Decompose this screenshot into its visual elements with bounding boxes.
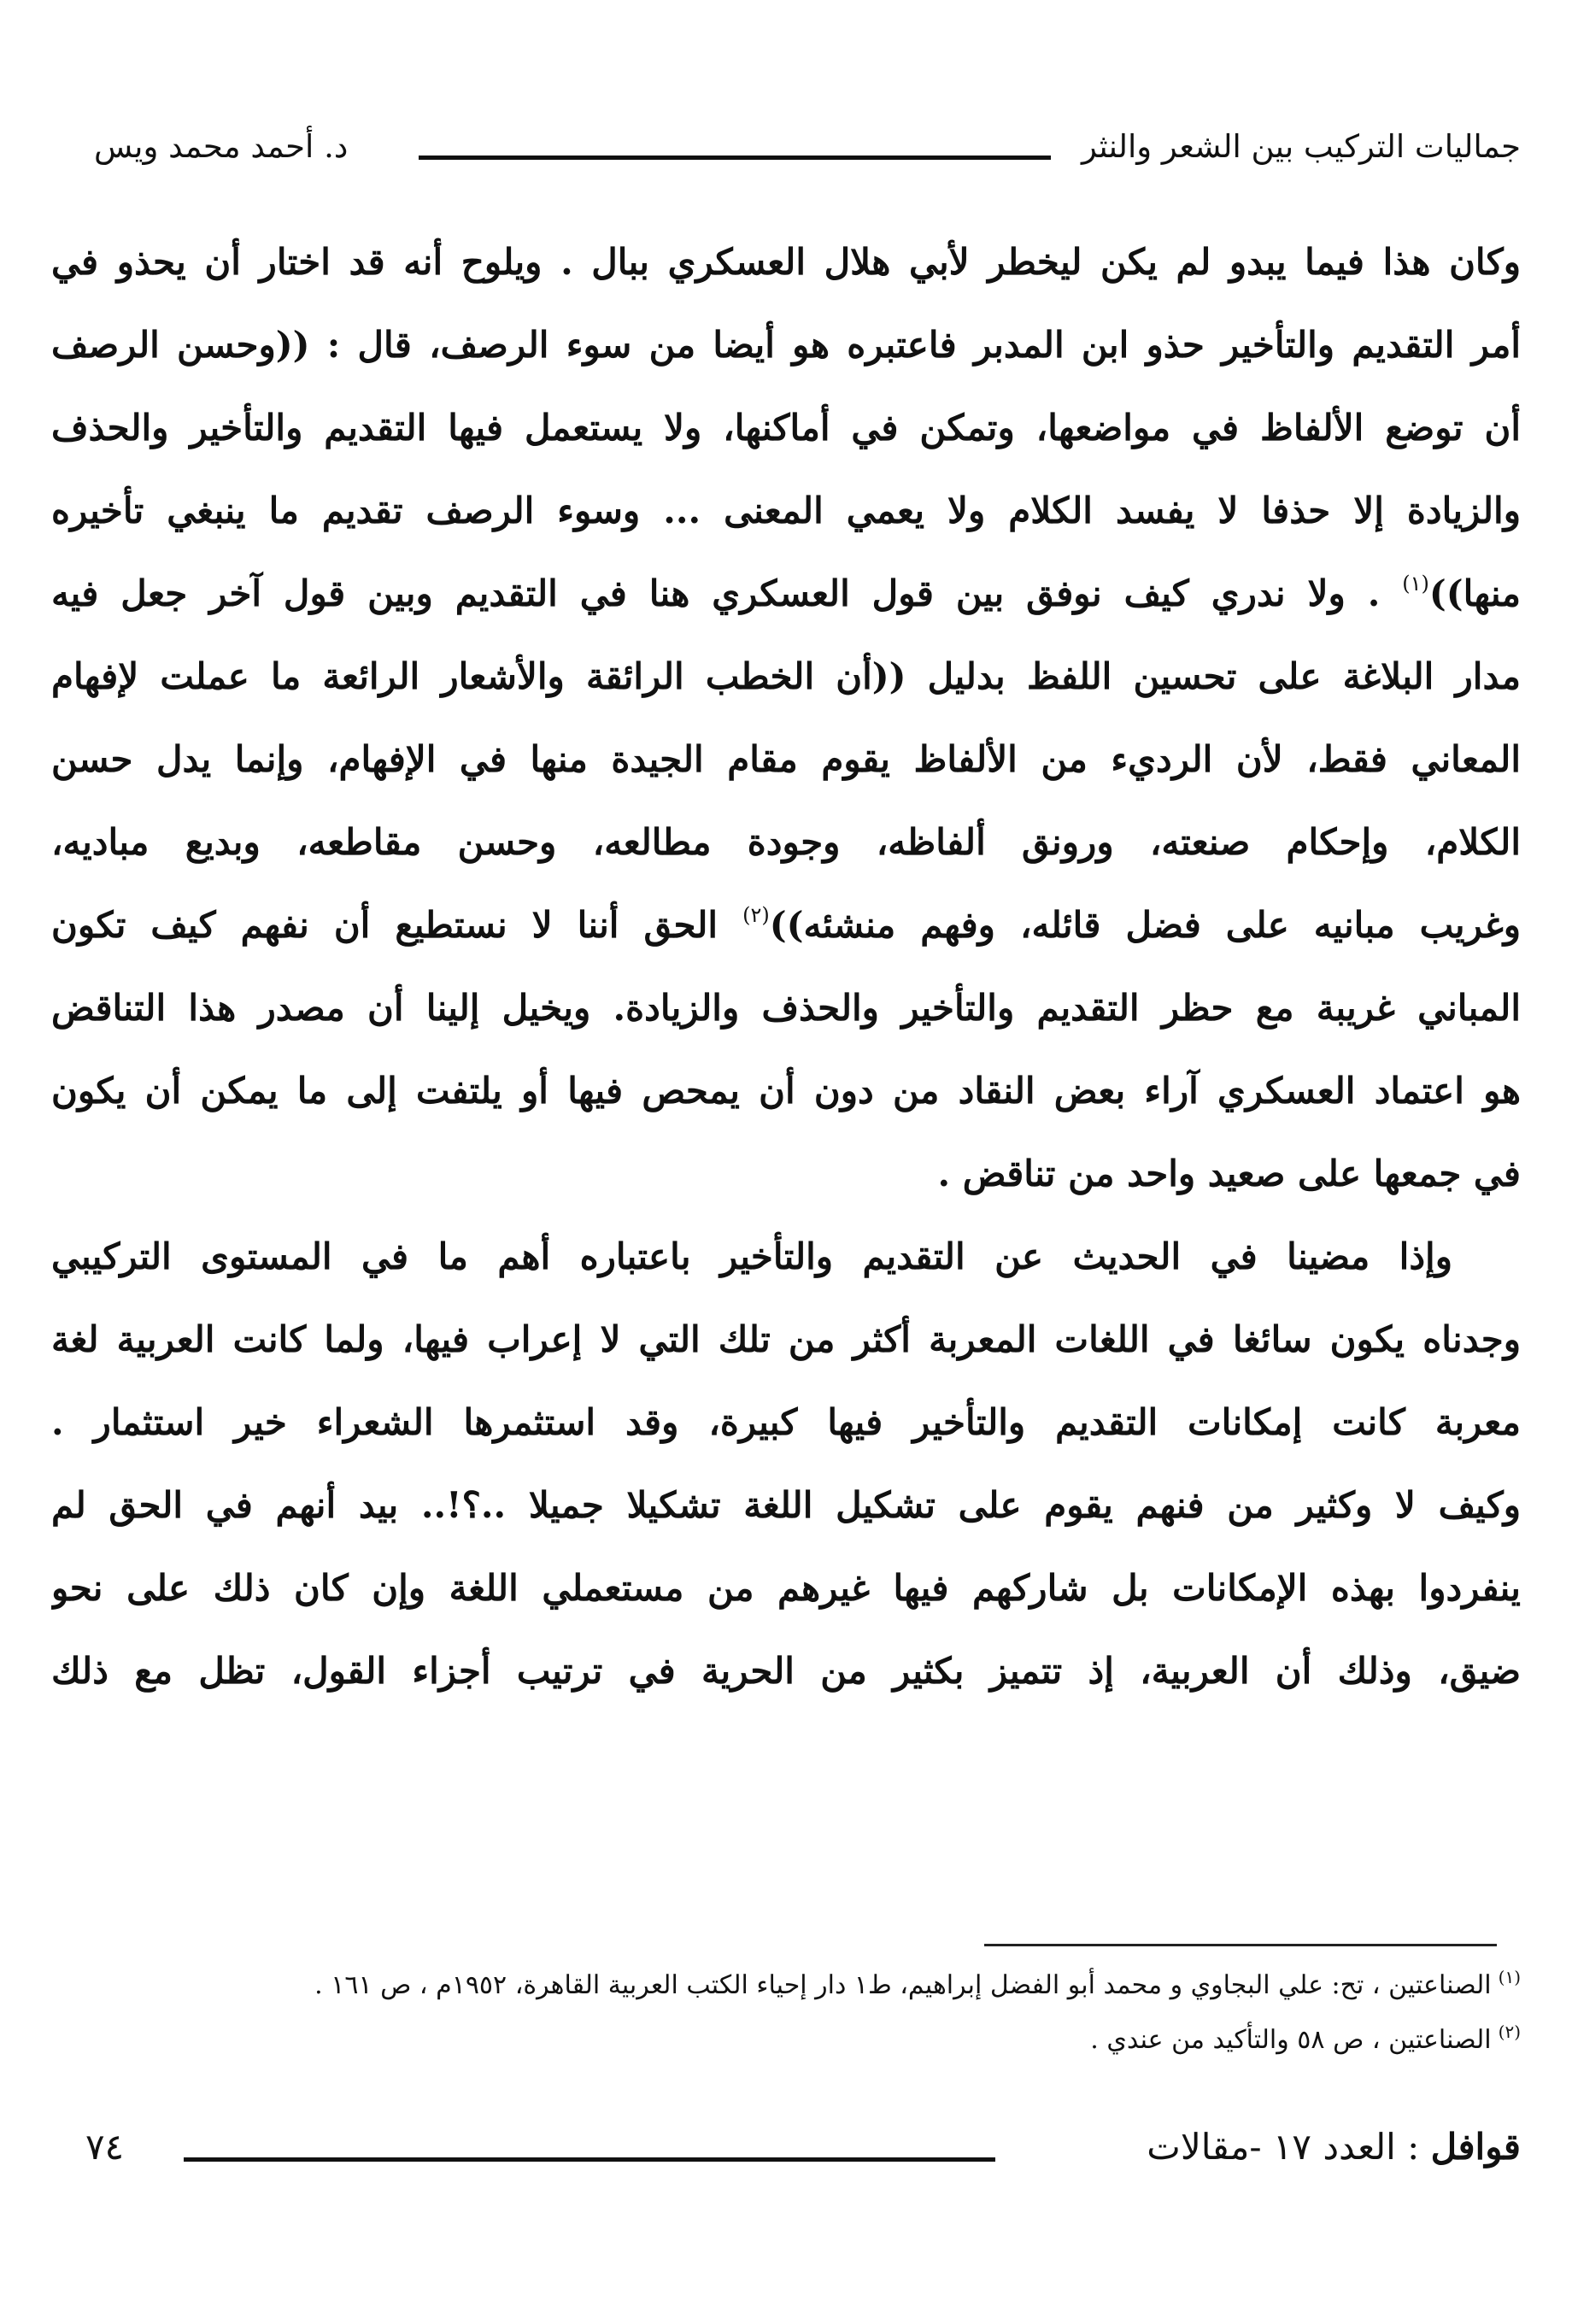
body-line: مدار البلاغة على تحسين اللفظ بدليل ((أن الخطب الرائقة والأشعار الرائعة ما عملت لإفهام xyxy=(51,655,1521,697)
body-line: وجدناه يكون سائغا في اللغات المعربة أكثر من تلك التي لا إعراب فيها، ولما كانت العربية لغة xyxy=(51,1318,1521,1360)
body-line: ينفردوا بهذه الإمكانات بل شاركهم فيها غيرهم من مستعملي اللغة وإن كان ذلك على نحو xyxy=(51,1567,1521,1609)
body-line: معربة كانت إمكانات التقديم والتأخير فيها كبيرة، وقد استثمرها الشعراء خير استثمار . xyxy=(51,1401,1521,1443)
header-rule xyxy=(419,156,1051,160)
footnote-text: الصناعتين ، تح: علي البجاوي و محمد أبو الفضل إبراهيم، ط١ دار إحياء الكتب العربية القاهرة، ١٩٥٢م ، ص ١٦١ . xyxy=(314,1970,1492,2000)
body-line: المباني غريبة مع حظر التقديم والتأخير والحذف والزيادة. ويخيل إلينا أن مصدر هذا التناقض xyxy=(51,987,1521,1029)
journal-name: قوافل xyxy=(1430,2126,1521,2168)
footnote-marker: (١) xyxy=(1498,1967,1521,1987)
body-line: الكلام، وإحكام صنعته، ورونق ألفاظه، وجودة مطالعه، وحسن مقاطعه، وبديع مباديه، xyxy=(51,821,1521,863)
body-line: في جمعها على صعيد واحد من تناقض . xyxy=(937,1153,1521,1194)
footnote-marker: (٢) xyxy=(1498,2022,1521,2042)
footnote-text: الصناعتين ، ص ٥٨ والتأكيد من عندي . xyxy=(1090,2025,1492,2055)
footer-rule xyxy=(184,2157,995,2162)
running-header-author: د. أحمد محمد ويس xyxy=(94,128,349,165)
article-body xyxy=(51,220,1521,1712)
footnotes xyxy=(51,1958,1521,2068)
footnote-ref-1: (١) xyxy=(1402,572,1429,596)
footnote-item xyxy=(51,1958,1521,2013)
body-line: المعاني فقط، لأن الرديء من الألفاظ يقوم مقام الجيدة منها في الإفهام، وإنما يدل حسن xyxy=(51,738,1521,780)
running-footer xyxy=(1147,2126,1521,2168)
body-line xyxy=(51,552,1521,635)
footnote-item xyxy=(51,2013,1521,2068)
body-line-text: منها)) xyxy=(1428,572,1521,614)
body-line: وإذا مضينا في الحديث عن التقديم والتأخير باعتباره أهم ما في المستوى التركيبي xyxy=(51,1235,1452,1277)
body-line: هو اعتماد العسكري آراء بعض النقاد من دون أن يمحص فيها أو يلتفت إلى ما يمكن أن يكون xyxy=(51,1070,1521,1112)
body-line: أن توضع الألفاظ في مواضعها، وتمكن في أماكنها، ولا يستعمل فيها التقديم والتأخير والحذف xyxy=(51,407,1521,449)
body-line-text: وغريب مبانيه على فضل قائله، وفهم منشئه)) xyxy=(769,904,1521,946)
running-header-title: جماليات التركيب بين الشعر والنثر xyxy=(1082,128,1521,165)
issue-label: : العدد ١٧ -مقالات xyxy=(1147,2126,1420,2168)
body-line-text: الحق أننا لا نستطيع أن نفهم كيف تكون xyxy=(51,904,743,946)
body-line: والزيادة إلا حذفا لا يفسد الكلام ولا يعمي المعنى ... وسوء الرصف تقديم ما ينبغي تأخيره xyxy=(51,490,1521,531)
body-line: أمر التقديم والتأخير حذو ابن المدبر فاعتبره هو أيضا من سوء الرصف، قال : ((وحسن الرصف xyxy=(51,324,1521,366)
footnote-ref-2: (٢) xyxy=(742,903,770,927)
body-line: وكان هذا فيما يبدو لم يكن ليخطر لأبي هلال العسكري ببال . ويلوح أنه قد اختار أن يحذو في xyxy=(51,241,1521,283)
page-number: ٧٤ xyxy=(85,2126,125,2168)
body-line: وكيف لا وكثير من فنهم يقوم على تشكيل اللغة تشكيلا جميلا ..؟!.. بيد أنهم في الحق لم xyxy=(51,1484,1521,1526)
body-line-text: . ولا ندري كيف نوفق بين قول العسكري هنا في التقديم وبين قول آخر جعل فيه xyxy=(51,572,1403,614)
body-line xyxy=(51,883,1521,966)
body-line: ضيق، وذلك أن العربية، إذ تتميز بكثير من الحرية في ترتيب أجزاء القول، تظل مع ذلك xyxy=(51,1650,1521,1692)
footnote-separator xyxy=(984,1944,1497,1946)
